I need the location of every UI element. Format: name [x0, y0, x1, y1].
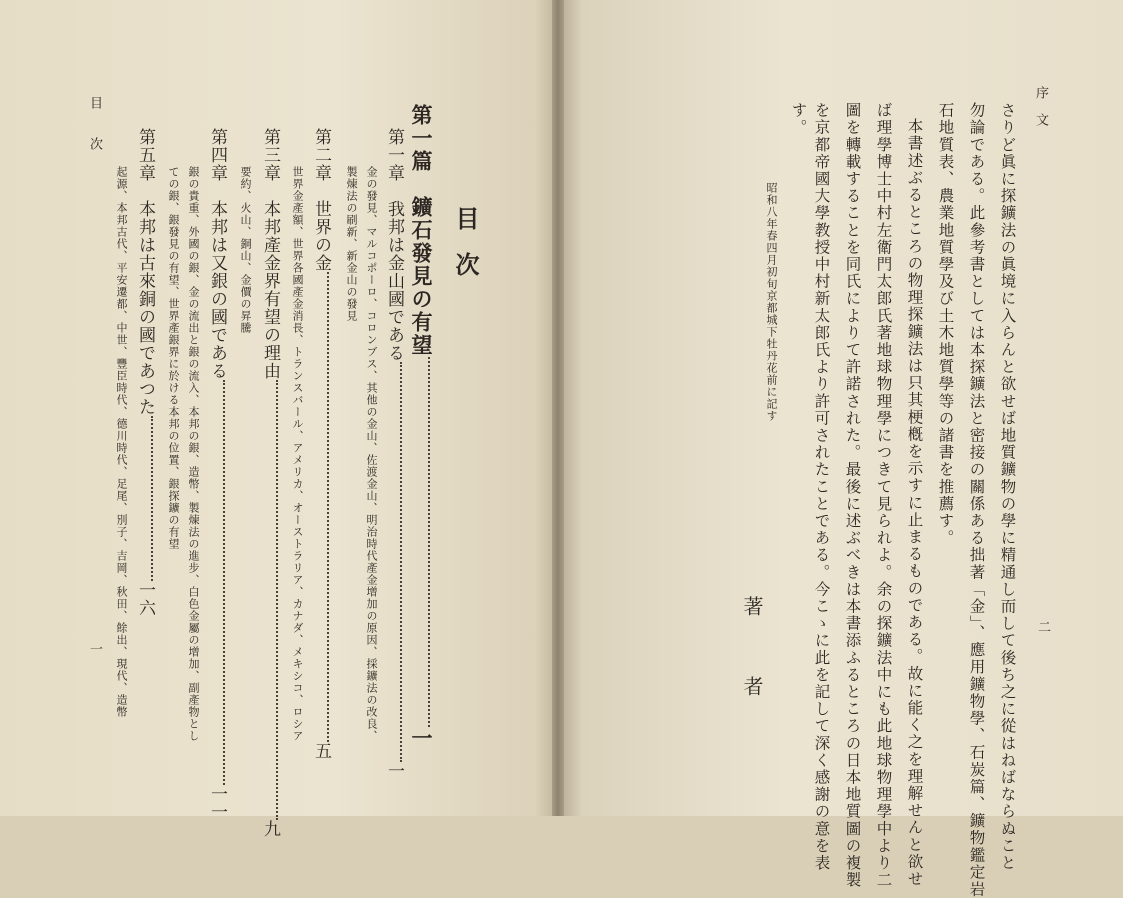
chapter-5-title: 第五章 本邦は古來銅の國であつた — [135, 128, 155, 416]
preface-line: 本書述ぶるところの物理探鑛法は只其梗槪を示すに止まるものである。故に能く之を理解せんと欲せ — [905, 118, 924, 888]
chapter-4 — [208, 128, 225, 821]
preface-header: 序文 — [1033, 86, 1048, 140]
preface-line: ば理學博士中村左衛門太郎氏著地球物理學につきて見られよ。余の探鑛法中にも此地球物理學中より二 — [874, 102, 893, 889]
preface-line: 石地質表、農業地質學及び土木地質學等の諸書を推薦す。 — [936, 102, 955, 547]
book-gutter — [552, 0, 564, 816]
chapter-2 — [312, 128, 329, 760]
preface-line: 勿論である。此參考書としては本探鑛法と密接の關係ある拙著「金」、應用鑛物學、石炭篇、鑛物鑑定岩 — [967, 102, 986, 898]
chapter-4-title: 第四章 本邦は又銀の國である — [207, 128, 227, 380]
chapter-5-detail: 起源、本邦古代、平安遷都、中世、豐臣時代、德川時代、足尾、別子、吉岡、秋田、餘出、現代、造幣 — [115, 166, 128, 718]
chapter-1-page: 一 — [384, 762, 404, 780]
preface-line: 圖を轉載することを同氏によりて許諾された。最後に述ぶべきは本書添ふるところの日本地質圖の複製 — [843, 102, 862, 889]
chapter-3 — [261, 128, 278, 838]
chapter-2-detail: 世界金產額、世界各國產金消長、トランスバール、アメリカ、オーストラリア、カナダ、メキシコ、ロシア — [291, 166, 304, 742]
preface-line: さりど眞に探鑛法の眞境に入らんと欲せば地質鑛物の學に精通し而して後ち之に從はねばならぬこと — [998, 102, 1017, 872]
preface-date: 昭和八年春四月初旬京都城下牡丹花前に記す — [765, 182, 778, 422]
dot-leader — [396, 362, 402, 762]
right-page-number: 二 — [1035, 620, 1050, 633]
dot-leader — [323, 272, 329, 742]
chapter-2-page: 五 — [311, 742, 331, 760]
chapter-1 — [385, 128, 402, 780]
chapter-3-page: 九 — [260, 820, 280, 838]
chapter-5 — [136, 128, 153, 617]
preface-line: を京都帝國大學教授中村新太郎氏より許可されたことである。今こゝに此を記して深く感謝の意を表 — [812, 102, 831, 872]
chapter-1-detail: 製煉法の刷新、新金山の發見 — [345, 166, 358, 322]
toc-title: 目次 — [451, 206, 480, 298]
footer-page-number: 一 — [87, 642, 102, 655]
footer-label: 目次 — [87, 96, 102, 178]
left-page — [0, 0, 558, 816]
chapter-4-page: 一一 — [207, 785, 227, 821]
dot-leader — [272, 380, 278, 820]
chapter-3-detail: 要約、火山、銅山、金價の昇騰 — [239, 166, 252, 334]
part-heading — [411, 104, 432, 750]
chapter-5-page: 一六 — [135, 581, 155, 617]
dot-leader — [219, 380, 225, 785]
chapter-4-detail: ての銀、銀發見の有望、世界產銀界に於ける本邦の位置、銀探鑛の有望 — [167, 166, 180, 550]
part-title: 第一篇 鑛石發見の有望 — [409, 104, 434, 357]
preface-author: 著者 — [740, 596, 764, 756]
dot-leader — [424, 357, 430, 727]
preface-line: す。 — [789, 102, 808, 137]
chapter-3-title: 第三章 本邦產金界有望の理由 — [260, 128, 280, 380]
dot-leader — [147, 416, 153, 581]
chapter-2-title: 第二章 世界の金 — [311, 128, 331, 272]
chapter-1-title: 第一章 我邦は金山國である — [384, 128, 404, 362]
part-page: 一 — [409, 727, 434, 750]
chapter-4-detail: 銀の貴重、外國の銀、金の流出と銀の流入、本邦の銀、造幣、製煉法の進步、白色金屬の增加、副產物とし — [187, 166, 200, 742]
chapter-1-detail: 金の發見、マルコポーロ、コロンブス、其他の金山、佐渡金山、明治時代產金增加の原因、採鑛法の改良、 — [365, 166, 378, 742]
